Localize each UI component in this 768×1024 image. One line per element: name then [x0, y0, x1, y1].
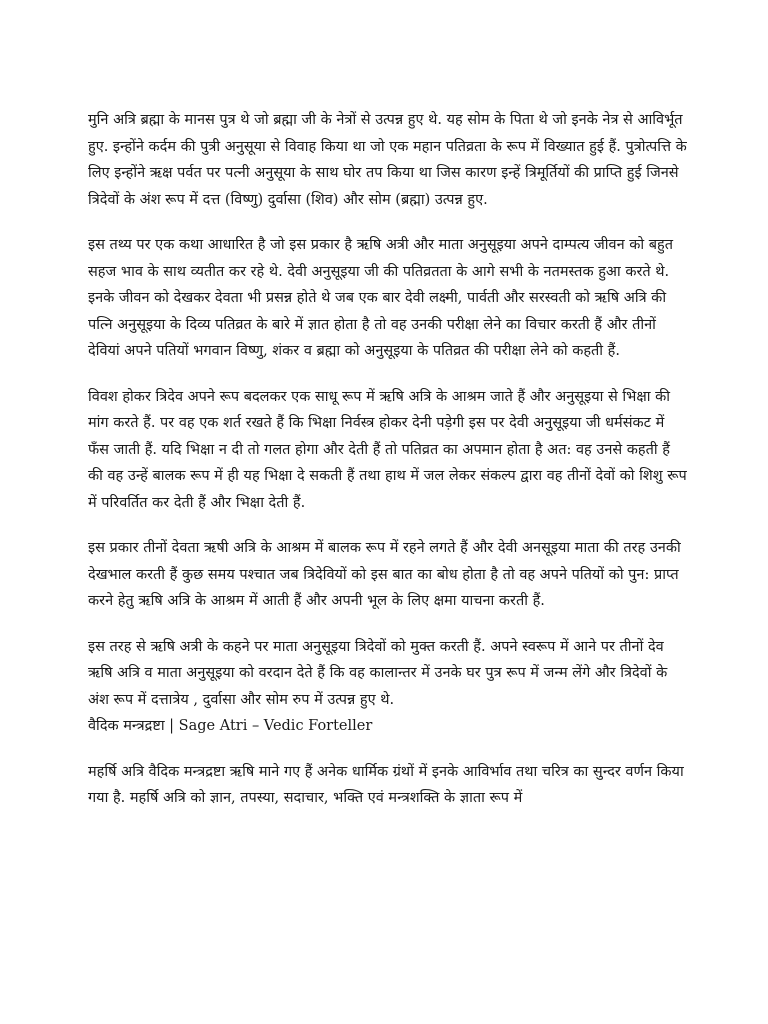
document-page	[88, 107, 688, 831]
paragraph-3: विवश होकर त्रिदेव अपने रूप बदलकर एक साधू रूप में ऋषि अत्रि के आश्रम जाते हैं और अनुसूइया से भिक्षा की मांग करते हैं. पर वह एक शर्त रखते हैं कि भिक्षा निर्वस्त्र होकर देनी पड़ेगी इस पर देवी अनुसूइया जी धर्मसंकट में फँस जाती हैं. यदि भिक्षा न दी तो गलत होगा और देती हैं तो पतिव्रत का अपमान होता है अत: वह उनसे कहती हैं की वह उन्हें बालक रूप में ही यह भिक्षा दे सकती हैं तथा हाथ में जल लेकर संकल्प द्वारा वह तीनों देवों को शिशु रूप में परिवर्तित कर देती हैं और भिक्षा देती हैं.	[88, 388, 687, 511]
paragraph-2: इस तथ्य पर एक कथा आधारित है जो इस प्रकार है ऋषि अत्री और माता अनुसूइया अपने दाम्पत्य जीवन को बहुत सहज भाव के साथ व्यतीत कर रहे थे. देवी अनुसूइया जी की पतिव्रतता के आगे सभी के नतमस्तक हुआ करते थे. इनके जीवन को देखकर देवता भी प्रसन्न होते थे जब एक बार देवी लक्ष्मी, पार्वती और सरस्वती को ऋषि अत्रि की पत्नि अनुसूइया के दिव्य पतिव्रत के बारे में ज्ञात होता है तो वह उनकी परीक्षा लेने का विचार करती हैं और तीनों देवियां अपने पतियों भगवान विष्णु, शंकर व ब्रह्मा को अनुसूइया के पतिव्रत की परीक्षा लेने को कहती हैं.	[88, 237, 674, 359]
paragraph-1: मुनि अत्रि ब्रह्मा के मानस पुत्र थे जो ब्रह्मा जी के नेत्रों से उत्पन्न हुए थे. यह सोम के पिता थे जो इनके नेत्र से आविर्भूत हुए. इन्होंने कर्दम की पुत्री अनुसूया से विवाह किया था जो एक महान पतिव्रता के रूप में विख्यात हुई हैं. पुत्रोत्पत्ति के लिए इन्होंने ऋक्ष पर्वत पर पत्नी अनुसूया के साथ घोर तप किया था जिस कारण इन्हें त्रिमूर्तियों की प्राप्ति हुई जिनसे त्रिदेवों के अंश रूप में दत्त (विष्णु) दुर्वासा (शिव) और सोम (ब्रह्मा) उत्पन्न हुए.	[88, 112, 687, 208]
paragraph-6: महर्षि अत्रि वैदिक मन्त्रद्रष्टा ऋषि माने गए हैं अनेक धार्मिक ग्रंथों में इनके आविर्भाव तथा चरित्र का सुन्दर वर्णन किया गया है. महर्षि अत्रि को ज्ञान, तपस्या, सदाचार, भक्ति एवं मन्त्रशक्ति के ज्ञाता रूप में	[88, 763, 684, 806]
paragraph-5: इस तरह से ऋषि अत्री के कहने पर माता अनुसूइया त्रिदेवों को मुक्त करती हैं. अपने स्वरूप में आने पर तीनों देव ऋषि अत्रि व माता अनुसूइया को वरदान देते हैं कि वह कालान्तर में उनके घर पुत्र रूप में जन्म लेंगे और त्रिदेवों के अंश रूप में दत्तात्रेय , दुर्वासा और सोम रुप में उत्पन्न हुए थे.	[88, 638, 668, 708]
paragraph-4: इस प्रकार तीनों देवता ऋषी अत्रि के आश्रम में बालक रूप में रहने लगते हैं और देवी अनसूइया माता की तरह उनकी देखभाल करती हैं कुछ समय पश्चात जब त्रिदेवियों को इस बात का बोध होता है तो वह अपने पतियों को पुन: प्राप्त करने हेतु ऋषि अत्रि के आश्रम में आती हैं और अपनी भूल के लिए क्षमा याचना करती हैं.	[88, 540, 681, 609]
section-heading: वैदिक मन्त्रद्रष्टा | Sage Atri – Vedic Forteller	[88, 718, 373, 734]
